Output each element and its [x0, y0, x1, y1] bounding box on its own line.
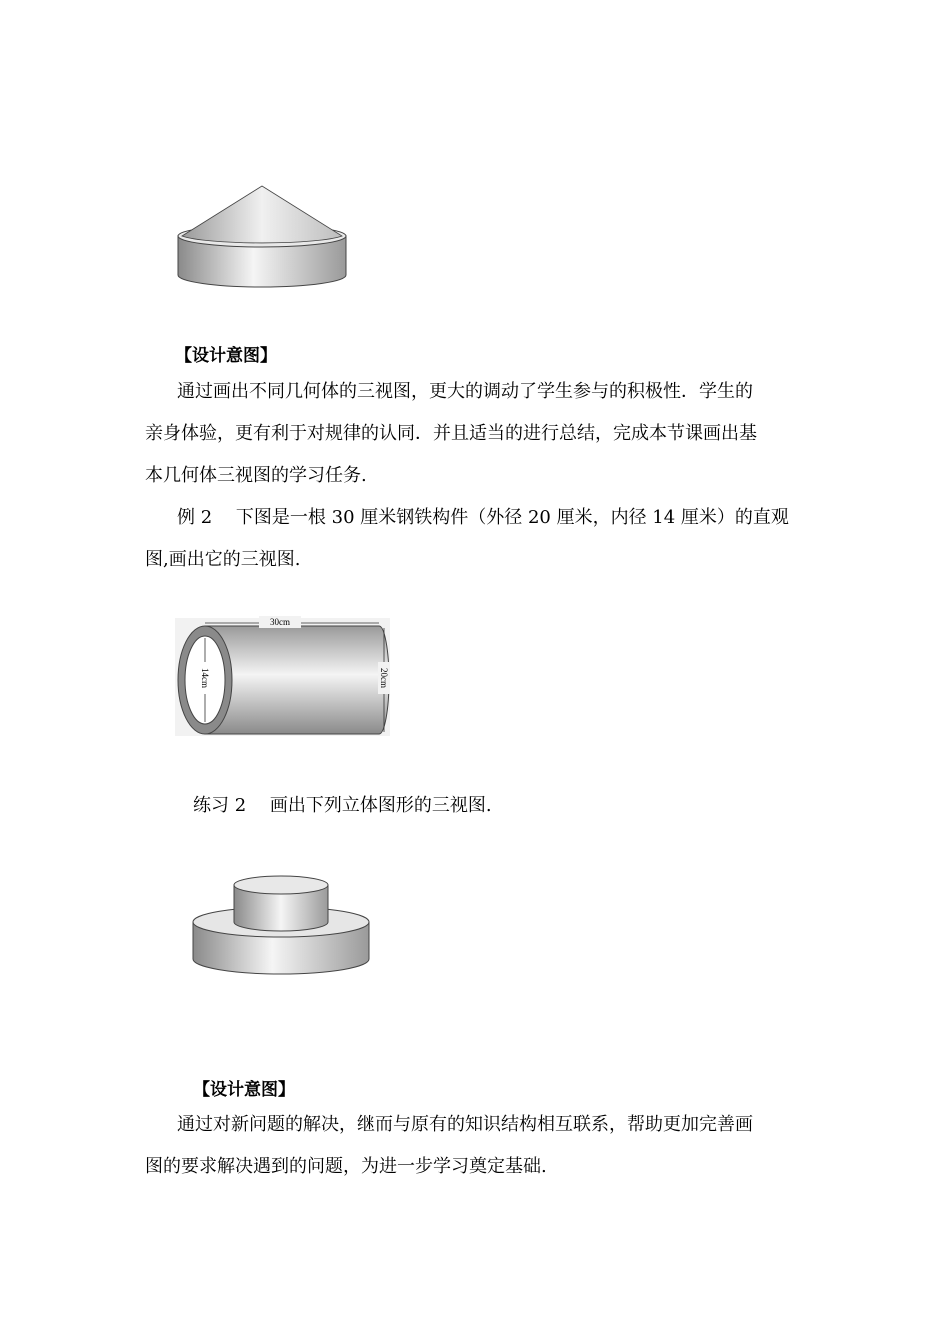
outer-diameter-label: 20cm [379, 668, 389, 688]
paragraph-line: 通过画出不同几何体的三视图，更大的调动了学生参与的积极性．学生的 [177, 381, 753, 402]
design-intent-heading: 【设计意图】 [175, 346, 277, 366]
tube-body [205, 626, 389, 734]
design-intent-paragraph-2 [145, 1104, 825, 1188]
inner-diameter-label: 14cm [200, 668, 210, 688]
paragraph-line: 亲身体验，更有利于对规律的认同．并且适当的进行总结，完成本节课画出基 [145, 423, 757, 444]
design-intent-paragraph [145, 371, 825, 497]
steel-tube-figure [175, 612, 395, 740]
paragraph-line: 图,画出它的三视图. [145, 549, 301, 570]
paragraph-line: 例 2 下图是一根 30 厘米钢铁构件（外径 20 厘米，内径 14 厘米）的直观 [177, 507, 789, 528]
paragraph-line: 本几何体三视图的学习任务. [145, 465, 367, 486]
stacked-cylinders-figure [185, 865, 380, 980]
cone-surface [182, 186, 342, 243]
cone-cylinder-figure [170, 180, 355, 290]
design-intent-heading-2: 【设计意图】 [193, 1080, 295, 1100]
exercise-2-text: 练习 2 画出下列立体图形的三视图. [193, 795, 492, 816]
length-label: 30cm [270, 617, 290, 627]
paragraph-line: 图的要求解决遇到的问题，为进一步学习奠定基础. [145, 1156, 547, 1177]
example-2-paragraph [145, 497, 825, 581]
paragraph-line: 通过对新问题的解决，继而与原有的知识结构相互联系，帮助更加完善画 [177, 1114, 753, 1135]
top-cylinder-top [234, 876, 328, 894]
